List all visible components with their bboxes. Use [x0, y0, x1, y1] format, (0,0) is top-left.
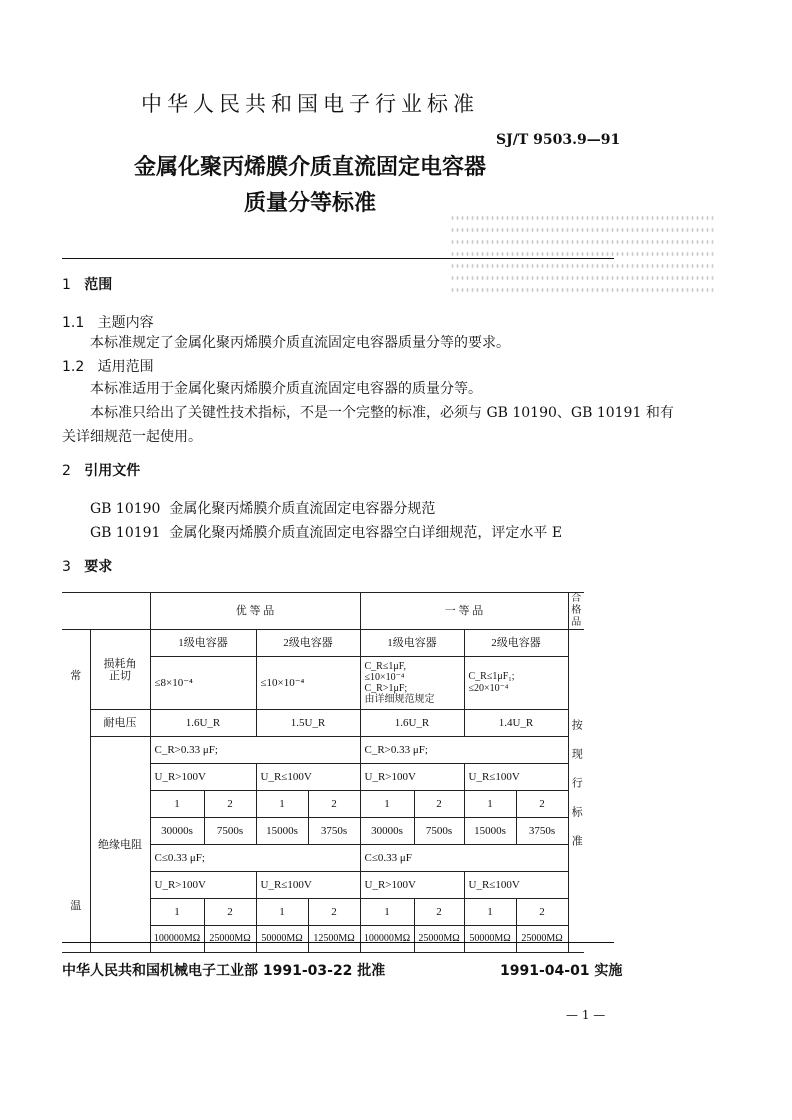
insulation-value: 25000MΩ [516, 926, 568, 953]
excellent-cond-le: C≤0.33 μF; [150, 845, 360, 872]
insulation-value: 100000MΩ [360, 926, 414, 953]
section-1-2-text1: 本标准适用于金属化聚丙烯膜介质直流固定电容器的质量分等。 [90, 381, 482, 397]
class-number: 1 [464, 899, 516, 926]
grade-first-header: 一 等 品 [360, 593, 568, 630]
scan-noise [450, 212, 714, 296]
table-row [62, 593, 584, 630]
class-number: 2 [204, 791, 256, 818]
voltage-condition: U_R≤100V [464, 764, 568, 791]
insulation-value: 7500s [204, 818, 256, 845]
insulation-value: 30000s [150, 818, 204, 845]
insulation-value: 12500MΩ [308, 926, 360, 953]
insulation-value: 15000s [464, 818, 516, 845]
class-number: 1 [256, 791, 308, 818]
condition-label: 常 温 [62, 630, 90, 953]
excellent-cond-gt: C_R>0.33 μF; [150, 737, 360, 764]
class-number: 2 [414, 791, 464, 818]
footer-divider [62, 942, 614, 943]
voltage-condition: U_R≤100V [256, 764, 360, 791]
table-row [62, 710, 584, 737]
excellent-class2-header: 2级电容器 [256, 630, 360, 657]
reference-gb10191: GB 10191 金属化聚丙烯膜介质直流固定电容器空白详细规范，评定水平 E [90, 525, 563, 541]
class-number: 2 [308, 791, 360, 818]
class-number: 2 [516, 791, 568, 818]
excellent-class1-header: 1级电容器 [150, 630, 256, 657]
loss-excellent-class1: ≤8×10⁻⁴ [150, 657, 256, 710]
voltage-condition: U_R>100V [360, 764, 464, 791]
table-row [62, 630, 584, 657]
voltage-condition: U_R>100V [360, 872, 464, 899]
insulation-value: 7500s [414, 818, 464, 845]
section-1-2-heading: 1.2 适用范围 [62, 359, 154, 375]
voltage-condition: U_R>100V [150, 764, 256, 791]
insulation-value: 15000s [256, 818, 308, 845]
insulation-value: 3750s [308, 818, 360, 845]
first-class1-header: 1级电容器 [360, 630, 464, 657]
loss-tangent-label: 损耗角 正切 [90, 630, 150, 710]
voltage-label: 耐电压 [90, 710, 150, 737]
document-title-line2: 质量分等标准 [243, 191, 376, 216]
class-number: 1 [256, 899, 308, 926]
section-1-1-text: 本标准规定了金属化聚丙烯膜介质直流固定电容器质量分等的要求。 [90, 335, 510, 351]
insulation-value: 3750s [516, 818, 568, 845]
section-1-2-text2b: 关详细规范一起使用。 [62, 429, 202, 445]
loss-first-class1: C_R≤1μF, ≤10×10⁻⁴ C_R>1μF; 由详细规范规定 [360, 657, 464, 710]
loss-first-class2: C_R≤1μF₁; ≤20×10⁻⁴ [464, 657, 568, 710]
page-number: — 1 — [566, 1008, 606, 1022]
first-cond-gt: C_R>0.33 μF; [360, 737, 568, 764]
voltage-excellent-class2: 1.5U_R [256, 710, 360, 737]
first-cond-le: C≤0.33 μF [360, 845, 568, 872]
section-2-heading: 2 引用文件 [62, 463, 141, 479]
section-1-heading: 1 范围 [62, 277, 113, 293]
approval-line: 中华人民共和国机械电子工业部 1991-03-22 批准 [62, 963, 386, 979]
qualified-note: 按现行标准 [568, 630, 584, 953]
table-row [62, 737, 584, 764]
insulation-label: 绝缘电阻 [90, 737, 150, 953]
section-1-1-heading: 1.1 主题内容 [62, 315, 154, 331]
class-number: 2 [414, 899, 464, 926]
issuing-body-header: 中华人民共和国电子行业标准 [141, 92, 479, 116]
insulation-value: 100000MΩ [150, 926, 204, 953]
title-divider [62, 258, 614, 259]
grade-qualified-header: 合格品 [568, 593, 584, 630]
first-class2-header: 2级电容器 [464, 630, 568, 657]
class-number: 1 [150, 899, 204, 926]
loss-excellent-class2: ≤10×10⁻⁴ [256, 657, 360, 710]
requirements-table [62, 592, 584, 953]
section-1-2-text2a: 本标准只给出了关键性技术指标，不是一个完整的标准，必须与 GB 10190、GB 10191 和有 [90, 405, 674, 421]
voltage-condition: U_R≤100V [464, 872, 568, 899]
insulation-value: 50000MΩ [256, 926, 308, 953]
section-3-heading: 3 要求 [62, 559, 113, 575]
voltage-condition: U_R>100V [150, 872, 256, 899]
class-number: 2 [204, 899, 256, 926]
class-number: 1 [464, 791, 516, 818]
insulation-value: 30000s [360, 818, 414, 845]
grade-excellent-header: 优 等 品 [150, 593, 360, 630]
class-number: 1 [150, 791, 204, 818]
document-title-line1: 金属化聚丙烯膜介质直流固定电容器 [133, 155, 486, 180]
standard-number: SJ/T 9503.9—91 [496, 132, 621, 148]
class-number: 1 [360, 899, 414, 926]
class-number: 2 [516, 899, 568, 926]
effective-date: 1991-04-01 实施 [500, 963, 623, 979]
insulation-value: 25000MΩ [204, 926, 256, 953]
reference-gb10190: GB 10190 金属化聚丙烯膜介质直流固定电容器分规范 [90, 501, 436, 517]
insulation-value: 25000MΩ [414, 926, 464, 953]
voltage-excellent-class1: 1.6U_R [150, 710, 256, 737]
voltage-first-class1: 1.6U_R [360, 710, 464, 737]
voltage-first-class2: 1.4U_R [464, 710, 568, 737]
insulation-value: 50000MΩ [464, 926, 516, 953]
class-number: 1 [360, 791, 414, 818]
class-number: 2 [308, 899, 360, 926]
voltage-condition: U_R≤100V [256, 872, 360, 899]
